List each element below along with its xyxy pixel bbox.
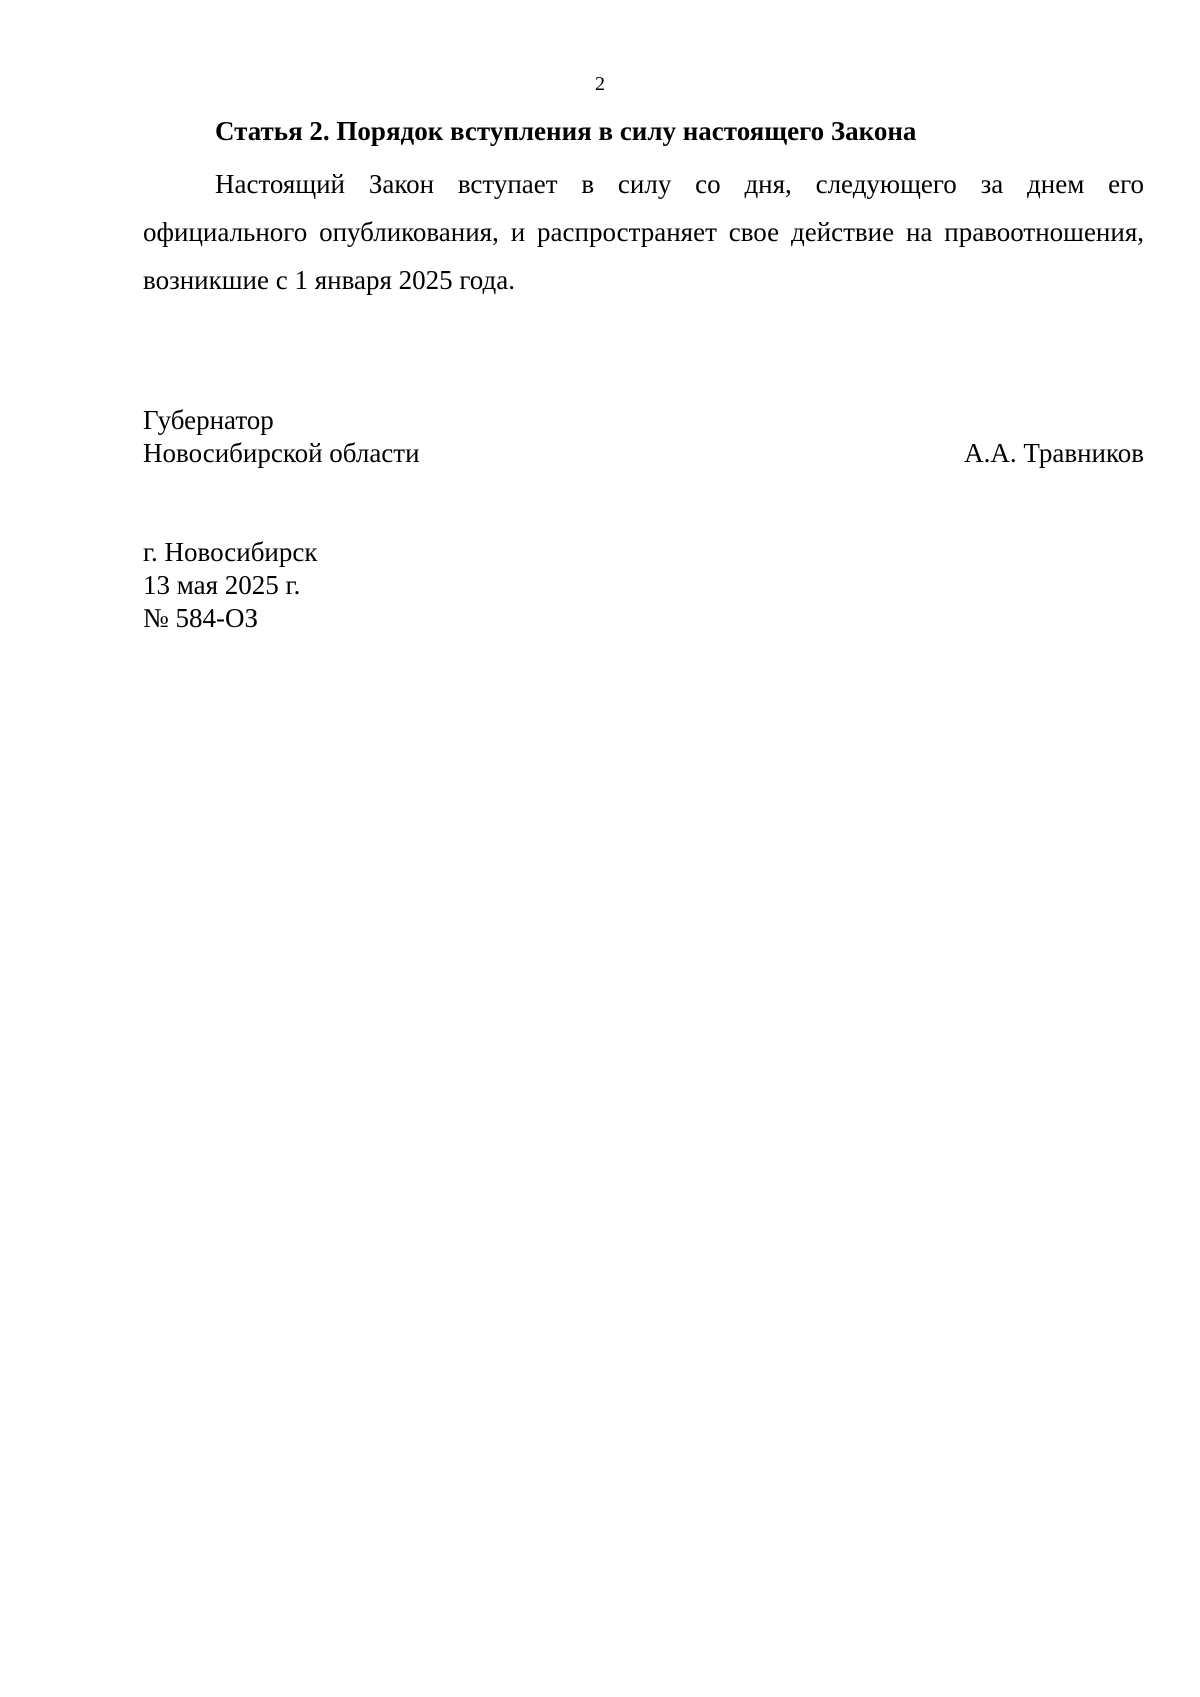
page-number: 2 [595,73,605,95]
signatory-position-line2: Новосибирской области [143,438,420,468]
city: г. Новосибирск [143,537,318,567]
signature-block [143,404,1144,470]
place-and-date-block [143,536,318,635]
law-number: № 584-ОЗ [143,603,259,633]
signature-row [143,437,1144,470]
signing-date: 13 мая 2025 г. [143,570,301,600]
article-heading: Статья 2. Порядок вступления в силу настоящего Закона [215,116,917,146]
signatory-position-line1: Губернатор [143,405,274,435]
signatory-name: А.А. Травников [964,438,1144,468]
article-text: Настоящий Закон вступает в силу со дня, следующего за днем его официального опубликования, и распространяет свое действие на правоотношения, возникшие с 1 января 2025 года. [143,169,1144,295]
